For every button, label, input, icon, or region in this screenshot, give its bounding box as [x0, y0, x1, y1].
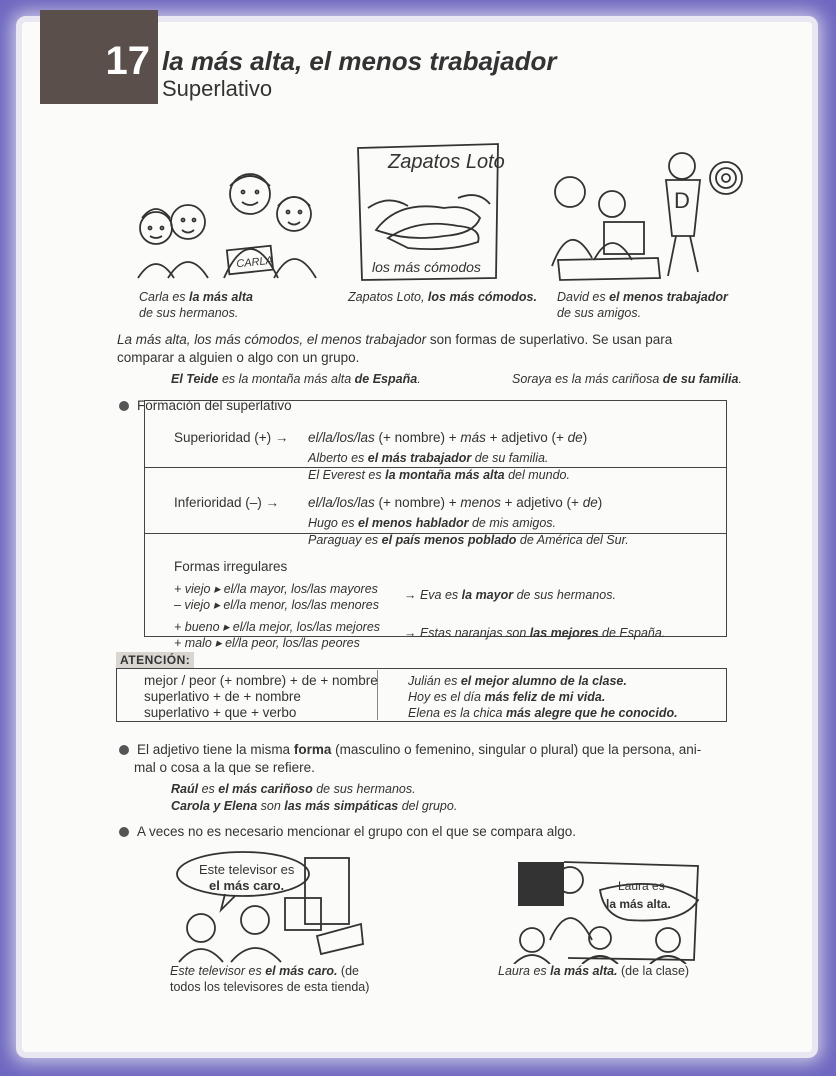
page-subtitle: Superlativo	[162, 76, 273, 101]
irregular-example-2: → Estas naranjas son las mejores de España.	[404, 626, 666, 640]
tv-shop-illustration	[165, 850, 365, 965]
intro-example-1: El Teide es la montaña más alta de España.	[171, 372, 421, 386]
irregular-example-1: → Eva es la mayor de sus hermanos.	[404, 588, 616, 602]
laura-bubble-line-2: la más alta.	[606, 897, 671, 911]
unit-number-text: 17	[105, 39, 150, 83]
atencion-rule-2: superlativo + de + nombre	[144, 689, 301, 704]
shoes-sign-top: Zapatos Loto	[388, 151, 505, 173]
zapatos-caption: Zapatos Loto, los más cómodos.	[348, 290, 537, 304]
atencion-rule-3: superlativo + que + verbo	[144, 705, 297, 720]
irregular-bueno: + bueno ▸ el/la mejor, los/las mejores	[174, 620, 381, 634]
atencion-rule-1: mejor / peor (+ nombre) + de + nombre	[144, 673, 378, 688]
laura-bubble-line-1: Laura es	[618, 879, 665, 893]
tv-bubble-line-2: el más caro.	[209, 878, 285, 893]
irregular-viejo-plus: + viejo ▸ el/la mayor, los/las mayores	[174, 582, 378, 596]
david-caption: David es el menos trabajador de sus amigos.	[557, 290, 728, 320]
adjetivo-example-2: Carola y Elena son las más simpáticas del grupo.	[171, 799, 458, 813]
superioridad-label: Superioridad (+) →	[174, 430, 289, 445]
irregulares-heading: Formas irregulares	[174, 559, 288, 574]
shoes-illustration	[348, 138, 508, 283]
atencion-example-3: Elena es la chica más alegre que he conocido.	[408, 706, 678, 720]
inferioridad-rule: el/la/los/las (+ nombre) + menos + adjetivo (+ de)	[308, 495, 603, 510]
tv-caption: Este televisor es el más caro. (de todos los televisores de esta tienda)	[170, 964, 370, 994]
atencion-example-1: Julián es el mejor alumno de la clase.	[408, 674, 627, 688]
carla-caption: Carla es la más alta de sus hermanos.	[139, 290, 253, 320]
shoes-sign-bottom: los más cómodos	[372, 259, 481, 275]
tv-bubble-line-1: Este televisor es	[199, 862, 295, 877]
intro-example-2: Soraya es la más cariñosa de su familia.	[512, 372, 742, 386]
d-letter-shirt: D	[674, 188, 690, 213]
irregular-viejo-minus: – viejo ▸ el/la menor, los/las menores	[174, 598, 379, 612]
atencion-example-2: Hoy es el día más feliz de mi vida.	[408, 690, 606, 704]
irregular-malo: + malo ▸ el/la peor, los/las peores	[174, 636, 360, 650]
carla-sign-text: CARLA	[235, 254, 274, 271]
inferioridad-example-1: Hugo es el menos hablador de mis amigos.	[308, 516, 557, 530]
aveces-paragraph: A veces no es necesario mencionar el grupo con el que se compara algo.	[119, 823, 576, 841]
adjetivo-paragraph: El adjetivo tiene la misma forma (masculino o femenino, singular o plural) que la persona, ani- mal o cosa a la que se refiere.	[119, 741, 749, 777]
formacion-heading: Formación del superlativo	[119, 397, 292, 415]
page-title: la más alta, el menos trabajador	[162, 46, 557, 76]
classroom-illustration	[508, 860, 704, 964]
inferioridad-label: Inferioridad (–) →	[174, 495, 280, 510]
superioridad-example-2: El Everest es la montaña más alta del mundo.	[308, 468, 570, 482]
superioridad-example-1: Alberto es el más trabajador de su familia.	[308, 451, 549, 465]
inferioridad-example-2: Paraguay es el país menos poblado de América del Sur.	[308, 533, 629, 547]
office-illustration	[548, 148, 748, 283]
intro-paragraph: La más alta, los más cómodos, el menos trabajador son formas de superlativo. Se usan para comparar a alguien o algo con un grupo.	[117, 332, 673, 365]
atencion-label: ATENCIÓN:	[116, 652, 194, 668]
laura-caption: Laura es la más alta. (de la clase)	[498, 964, 690, 978]
superioridad-rule: el/la/los/las (+ nombre) + más + adjetivo (+ de)	[308, 430, 588, 445]
adjetivo-example-1: Raúl es el más cariñoso de sus hermanos.	[171, 782, 416, 796]
unit-number	[40, 10, 158, 104]
kids-illustration	[128, 170, 328, 280]
